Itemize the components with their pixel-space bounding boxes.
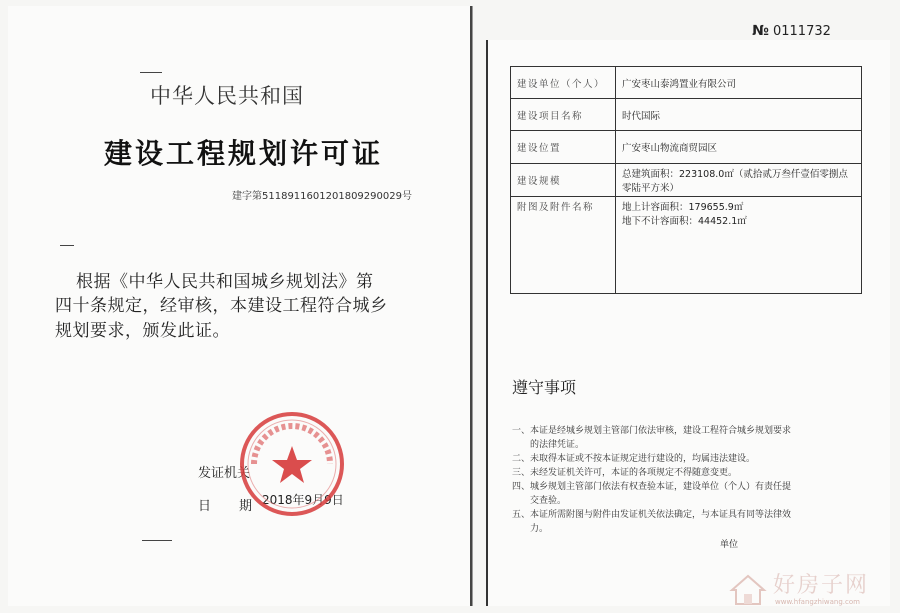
issue-date: 2018年9月9日 [262, 493, 344, 507]
country-name: 中华人民共和国 [150, 84, 304, 108]
notice-item: 一、本证是经城乡规划主管部门依法审核，建设工程符合城乡规划要求 [512, 426, 792, 436]
ink-mark [142, 540, 172, 541]
ink-mark [140, 72, 162, 73]
project-info-table [510, 66, 862, 294]
row-label: 建设规模 [511, 164, 616, 197]
table-row [511, 197, 862, 294]
table-row [511, 99, 862, 131]
notice-item: 的法律凭证。 [530, 440, 585, 450]
row-value: 地上计容面积：179655.9㎡ 地下不计容面积：44452.1㎡ [616, 197, 862, 294]
table-row [511, 67, 862, 99]
date-label: 日期 [198, 499, 281, 514]
row-value: 时代国际 [616, 99, 862, 131]
notice-item: 交查验。 [530, 496, 567, 506]
notice-item: 力。 [530, 524, 549, 534]
ink-mark [60, 245, 74, 246]
row-label: 建设单位（个人） [511, 67, 616, 99]
notice-item: 五、本证所需附图与附件由发证机关依法确定，与本证具有同等法律效 [512, 510, 792, 520]
row-label: 建设位置 [511, 131, 616, 164]
row-label: 附图及附件名称 [511, 197, 616, 294]
notice-title: 遵守事项 [512, 378, 577, 397]
serial-number [752, 23, 831, 39]
notice-item: 三、未经发证机关许可，本证的各项规定不得随意变更。 [512, 468, 738, 478]
certificate-title: 建设工程规划许可证 [104, 137, 384, 170]
table-row [511, 131, 862, 164]
notice-item: 四、城乡规划主管部门依法有权查验本证，建设单位（个人）有责任提 [512, 482, 792, 492]
notice-item: 二、未取得本证或不按本证规定进行建设的，均属违法建设。 [512, 454, 756, 464]
certificate-number: 建字第5118911601201809290029号 [232, 191, 412, 202]
row-value: 广安枣山物流商贸园区 [616, 131, 862, 164]
watermark-text: 好房子网 [773, 573, 870, 598]
row-value: 广安枣山泰鸿置业有限公司 [616, 67, 862, 99]
body-text-line-1: 根据《中华人民共和国城乡规划法》第 [76, 272, 374, 292]
row-label: 建设项目名称 [511, 99, 616, 131]
row-value: 总建筑面积：223108.0㎡（贰拾贰万叁仟壹佰零捌点零陆平方米） [616, 164, 862, 197]
serial-value: 0111732 [772, 24, 831, 39]
watermark-url: www.hfangzhiwang.com [775, 598, 860, 606]
table-row [511, 164, 862, 197]
body-text-line-2: 四十条规定，经审核，本建设工程符合城乡 [55, 296, 388, 316]
unit-label: 单位 [720, 540, 739, 550]
body-text-line-3: 规划要求，颁发此证。 [55, 321, 230, 341]
issuer-label: 发证机关 [198, 466, 251, 481]
serial-prefix: № [752, 23, 769, 39]
official-seal-icon [236, 408, 348, 520]
